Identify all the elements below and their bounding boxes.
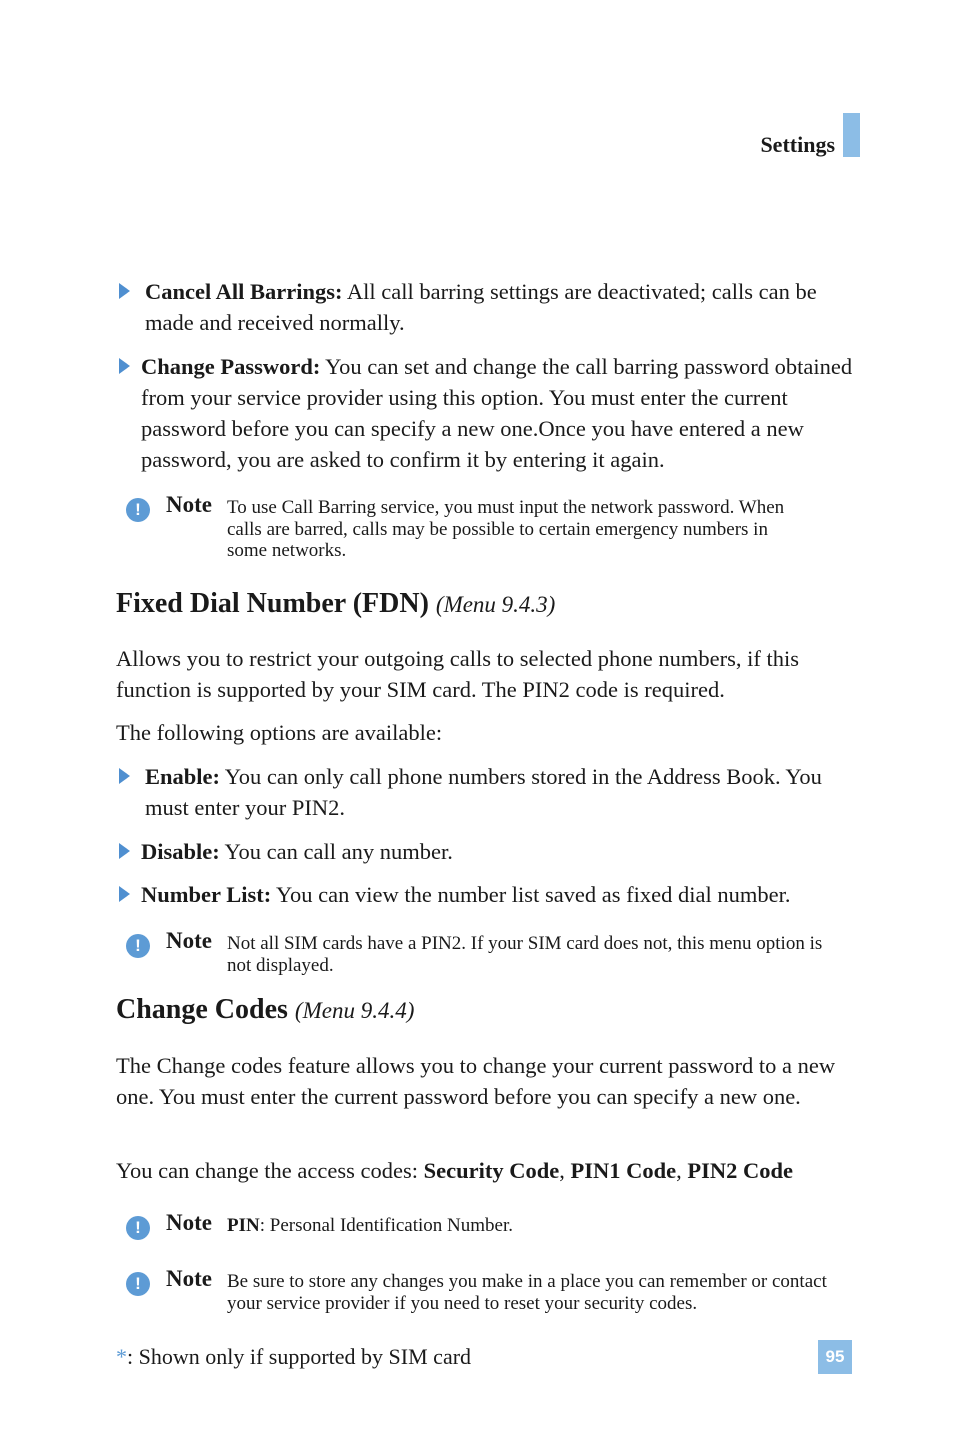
bullet-label: Number List: bbox=[141, 882, 272, 907]
bullet-arrow-icon bbox=[119, 768, 130, 784]
bullet-arrow-icon bbox=[119, 886, 130, 902]
note-call-barring bbox=[126, 492, 826, 567]
fdn-options-intro: The following options are available: bbox=[116, 720, 443, 745]
bullet-arrow-icon bbox=[119, 283, 130, 299]
note-store-changes bbox=[126, 1266, 846, 1321]
exclamation-icon: ! bbox=[126, 1216, 150, 1240]
bullet-cancel-all-barrings bbox=[119, 276, 859, 338]
bullet-arrow-icon bbox=[119, 358, 130, 374]
note-text: Be sure to store any changes you make in a place you can remember or contact your service provider if you need to reset your security codes. bbox=[227, 1271, 827, 1314]
asterisk-icon: * bbox=[116, 1344, 127, 1369]
note-text: PIN: Personal Identification Number. bbox=[227, 1215, 514, 1236]
bullet-text: Cancel All Barrings: All call barring settings are deactivated; calls can be made and received normally. bbox=[145, 279, 817, 335]
menu-reference: (Menu 9.4.3) bbox=[435, 592, 556, 617]
note-text: To use Call Barring service, you must input the network password. When calls are barred, calls may be possible to certain emergency numbers in some networks. bbox=[227, 497, 785, 561]
note-pin2 bbox=[126, 928, 836, 983]
exclamation-icon: ! bbox=[126, 1272, 150, 1296]
page-header-title: Settings bbox=[760, 132, 835, 157]
fdn-intro: Allows you to restrict your outgoing calls to selected phone numbers, if this function is supported by your SIM card. The PIN2 code is required. bbox=[116, 646, 800, 702]
page-number: 95 bbox=[818, 1340, 852, 1374]
exclamation-icon: ! bbox=[126, 934, 150, 958]
bullet-change-password bbox=[119, 351, 859, 475]
note-pin-definition bbox=[126, 1210, 826, 1245]
note-text: Not all SIM cards have a PIN2. If your SIM card does not, this menu option is not displayed. bbox=[227, 933, 823, 976]
header-tab-marker bbox=[843, 113, 860, 157]
bullet-text: Disable: You can call any number. bbox=[141, 839, 453, 864]
codes-intro: The Change codes feature allows you to change your current password to a new one. You must enter the current password before you can specify a new one. bbox=[116, 1053, 836, 1109]
section-title-fdn: Fixed Dial Number (FDN) (Menu 9.4.3) bbox=[116, 588, 556, 619]
footnote: *: Shown only if supported by SIM card bbox=[116, 1344, 472, 1369]
section-title-change-codes: Change Codes (Menu 9.4.4) bbox=[116, 994, 415, 1025]
note-label: Note bbox=[166, 928, 212, 953]
code-pin2: PIN2 Code bbox=[687, 1158, 793, 1183]
bullet-disable bbox=[119, 836, 859, 867]
bullet-label: Change Password: bbox=[141, 354, 321, 379]
bullet-text: Enable: You can only call phone numbers stored in the Address Book. You must enter your PIN2. bbox=[145, 764, 822, 820]
note-label: Note bbox=[166, 1266, 212, 1291]
bullet-arrow-icon bbox=[119, 843, 130, 859]
bullet-label: Disable: bbox=[141, 839, 220, 864]
bullet-label: Cancel All Barrings: bbox=[145, 279, 343, 304]
menu-reference: (Menu 9.4.4) bbox=[294, 998, 415, 1023]
bullet-text: Number List: You can view the number list saved as fixed dial number. bbox=[141, 882, 791, 907]
note-label: Note bbox=[166, 1210, 212, 1235]
bullet-label: Enable: bbox=[145, 764, 221, 789]
codes-access-line: You can change the access codes: Security Code, PIN1 Code, PIN2 Code bbox=[116, 1158, 793, 1183]
note-label: Note bbox=[166, 492, 212, 517]
bullet-enable bbox=[119, 761, 859, 823]
code-security: Security Code bbox=[423, 1158, 560, 1183]
bullet-text: Change Password: You can set and change the call barring password obtained from your service provider using this option. You must enter the current password before you can specify a new one.Once you have entered a new password, you are asked to confirm it by entering it again. bbox=[141, 354, 853, 472]
exclamation-icon: ! bbox=[126, 498, 150, 522]
code-pin1: PIN1 Code bbox=[570, 1158, 677, 1183]
bullet-number-list bbox=[119, 879, 859, 910]
